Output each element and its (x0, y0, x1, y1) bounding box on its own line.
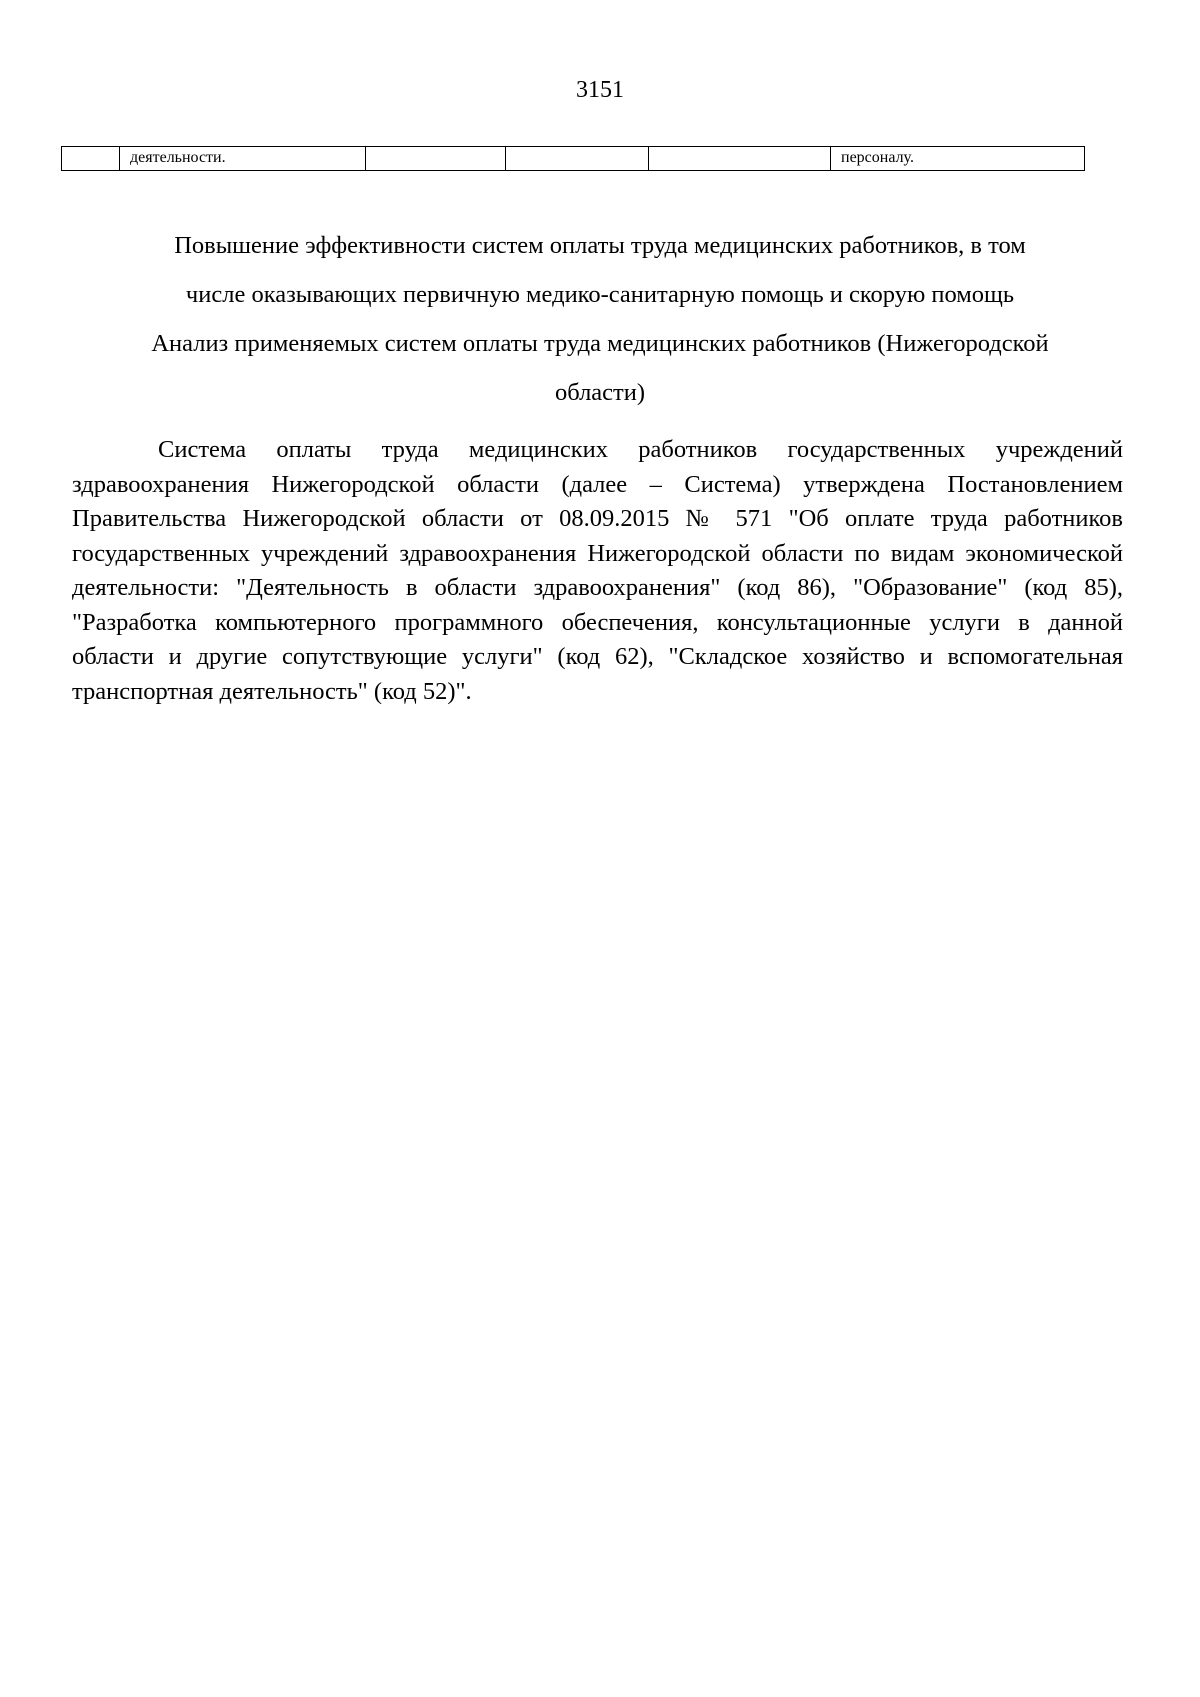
table-cell: персоналу. (831, 147, 1085, 171)
table-cell (62, 147, 120, 171)
table-cell (649, 147, 831, 171)
page-number: 3151 (576, 77, 624, 103)
table-cell: деятельности. (120, 147, 366, 171)
table-row (62, 147, 1085, 171)
section-headings (0, 221, 1200, 417)
section-subtitle-line: Анализ применяемых систем оплаты труда медицинских работников (Нижегородской (151, 330, 1049, 357)
table-cell (506, 147, 649, 171)
table-cell (366, 147, 506, 171)
section-title-line: числе оказывающих первичную медико-санитарную помощь и скорую помощь (185, 281, 1015, 308)
section-title-line: Повышение эффективности систем оплаты труда медицинских работников, в том (174, 232, 1026, 259)
body-paragraph: Система оплаты труда медицинских работников государственных учреждений здравоохранения Нижегородской области (далее – Система) утверждена Постановлением Правительства Нижегородской области от 08.09.2015 № 571 "Об оплате труда работников государственных учреждений здравоохранения Нижегородской области по видам экономической деятельности: "Деятельность в области здравоохранения" (код 86), "Образование" (код 85), "Разработка компьютерного программного обеспечения, консультационные услуги в данной области и другие сопутствующие услуги" (код 62), "Складское хозяйство и вспомогательная транспортная деятельность" (код 52)". (72, 436, 1123, 705)
section-subtitle-line: области) (554, 379, 646, 406)
continued-table (61, 146, 1085, 171)
